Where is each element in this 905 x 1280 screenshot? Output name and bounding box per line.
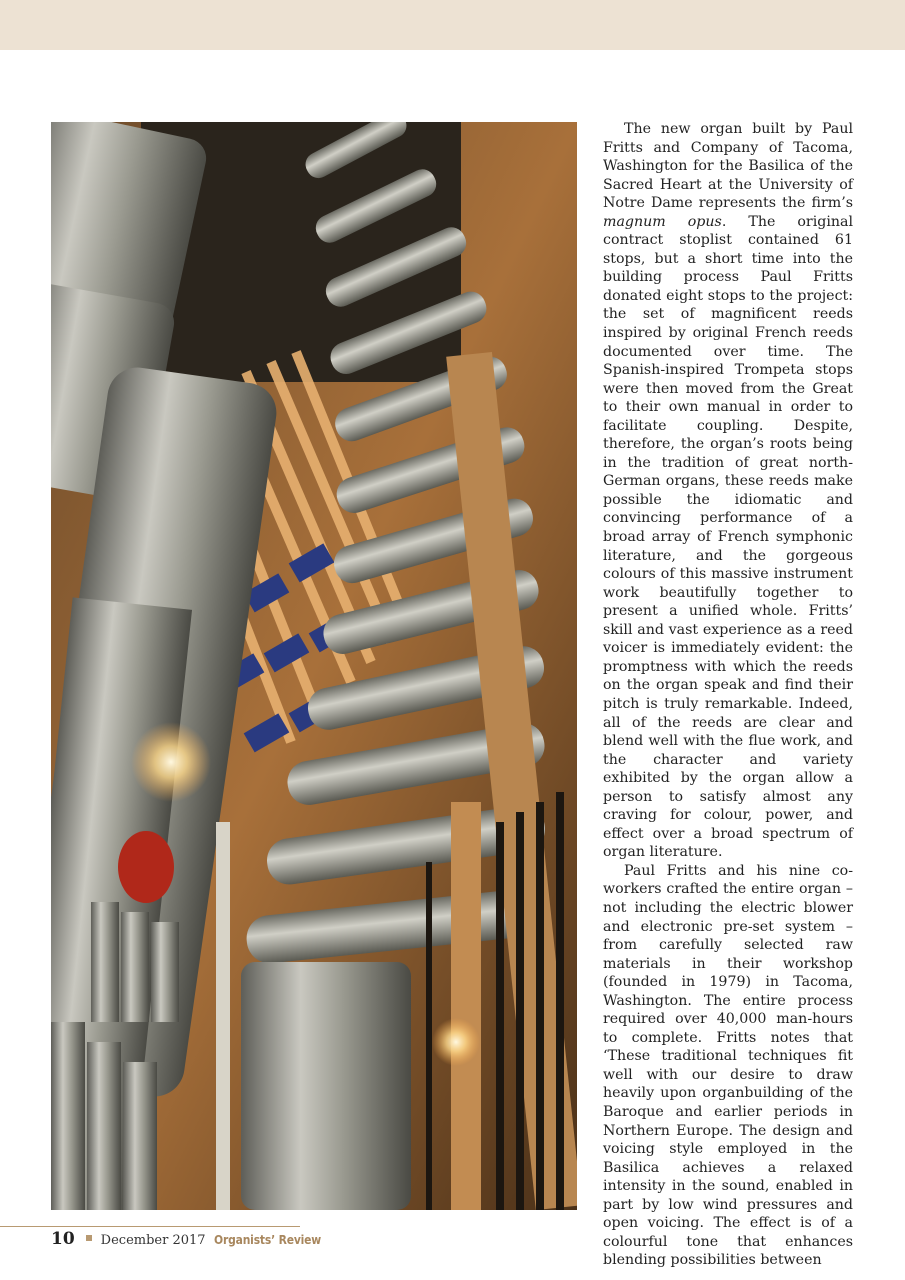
magazine-name: Organists’ Review [213,1232,321,1247]
issue-date: December 2017 [100,1233,206,1248]
paragraph-1 [603,120,853,862]
footer-separator-square [86,1235,92,1241]
article-text [603,120,853,1270]
paragraph-2: Paul Fritts and his nine co-workers crafted the entire organ – not including the electric blower and electronic pre-set system – from carefully selected raw materials in their workshop (founded in 1979) in Tacoma, Washington. The entire process required over 40,000 man-hours to complete. Fritts notes that ‘These traditional techniques fit well with our desire to draw heavily upon organbuilding of the Baroque and earlier periods in Northern Europe. The design and voicing style employed in the Basilica achieves a relaxed intensity in the sound, enabled in part by low wind pressures and open voicing. The effect is of a colourful tone that enhances blending possibilities between [603,862,853,1269]
footer-rule [0,1226,300,1227]
organ-pipes-illustration [51,122,577,1210]
page-footer [51,1229,338,1253]
paragraph-1-start: The new organ built by Paul Fritts and Company of Tacoma, Washington for the Basilica of the Sacred Heart at the University of Notre Dame represents the firm’s [603,121,853,212]
paragraph-1-end: . The original contract stoplist contained 61 stops, but a short time into the building process Paul Fritts donated eight stops to the project: the set of magnificent reeds inspired by original French reeds documented over time. The Spanish-inspired Trompeta stops were then moved from the Great to their own manual in order to facilitate coupling. Despite, therefore, the organ’s roots being in the tradition of great north-German organs, these reeds make possible the idiomatic and convincing performance of a broad array of French symphonic literature, and the gorgeous colours of this massive instrument work beautifully together to present a unified whole. Fritts’ skill and vast experience as a reed voicer is immediately evident: the promptness with which the reeds on the organ speak and find their pitch is truly remarkable. Indeed, all of the reeds are clear and blend well with the flue work, and the character and variety exhibited by the organ allow a person to satisfy almost any craving for colour, power, and effect over a broad spectrum of organ literature. [603,213,854,861]
organ-pipes-photo [51,122,577,1210]
top-color-band [0,0,905,50]
magnum-opus-italic: magnum opus [603,213,722,230]
page-number: 10 [51,1229,75,1249]
